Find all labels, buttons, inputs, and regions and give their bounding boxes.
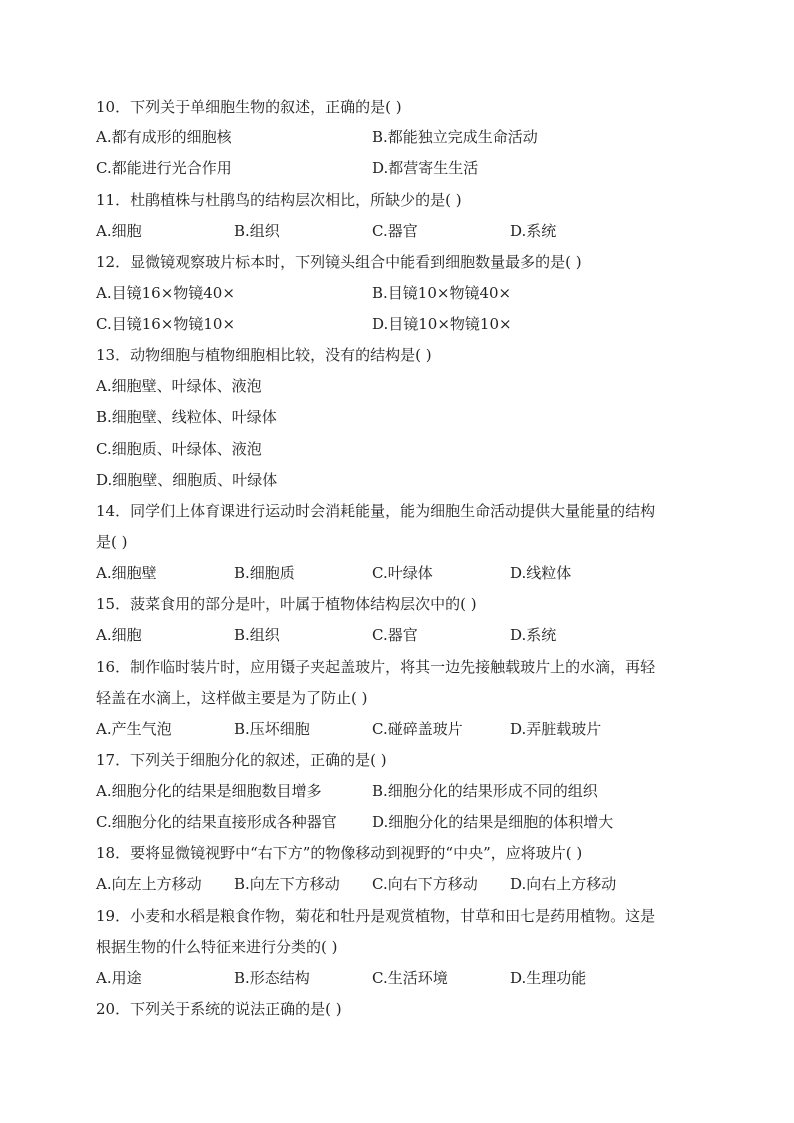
option-c[interactable]: C.向右下方移动	[372, 875, 478, 893]
option-c[interactable]: C.器官	[372, 626, 418, 644]
question-10-options-row-2	[96, 157, 696, 179]
option-b[interactable]: B.压坏细胞	[234, 720, 310, 738]
option-b[interactable]: B.目镜10×物镜40×	[372, 284, 512, 302]
question-19-stem-line-1: 19．小麦和水稻是粮食作物，菊花和牡丹是观赏植物，甘草和田七是药用植物。这是	[96, 907, 656, 925]
option-a[interactable]: A.用途	[96, 969, 142, 987]
question-16-stem-line-2: 轻盖在水滴上，这样做主要是为了防止( )	[96, 689, 368, 707]
question-15-options	[96, 624, 696, 646]
option-a[interactable]: A.细胞	[96, 626, 142, 644]
option-d[interactable]: D.都营寄生生活	[372, 159, 479, 177]
option-c[interactable]: C.都能进行光合作用	[96, 159, 232, 177]
option-d[interactable]: D.线粒体	[510, 564, 572, 582]
question-13-option-d[interactable]: D.细胞壁、细胞质、叶绿体	[96, 471, 278, 489]
question-17-options-row-2	[96, 811, 696, 833]
question-14-stem-line-2: 是( )	[96, 533, 128, 551]
question-11-stem: 11．杜鹃植株与杜鹃鸟的结构层次相比，所缺少的是( )	[96, 191, 462, 209]
question-17-options-row-1	[96, 780, 696, 802]
question-12-options-row-2	[96, 313, 696, 335]
option-b[interactable]: B.形态结构	[234, 969, 310, 987]
question-13-option-b[interactable]: B.细胞壁、线粒体、叶绿体	[96, 408, 277, 426]
question-12-stem: 12．显微镜观察玻片标本时，下列镜头组合中能看到细胞数量最多的是( )	[96, 253, 582, 271]
option-c[interactable]: C.目镜16×物镜10×	[96, 315, 236, 333]
option-d[interactable]: D.系统	[510, 222, 557, 240]
option-c[interactable]: C.细胞分化的结果直接形成各种器官	[96, 813, 337, 831]
question-13-stem: 13．动物细胞与植物细胞相比较，没有的结构是( )	[96, 346, 432, 364]
question-15-stem: 15．菠菜食用的部分是叶，叶属于植物体结构层次中的( )	[96, 595, 477, 613]
option-b[interactable]: B.细胞分化的结果形成不同的组织	[372, 782, 598, 800]
option-d[interactable]: D.目镜10×物镜10×	[372, 315, 512, 333]
option-a[interactable]: A.细胞	[96, 222, 142, 240]
question-18-options	[96, 873, 696, 895]
option-b[interactable]: B.组织	[234, 626, 280, 644]
option-b[interactable]: B.细胞质	[234, 564, 295, 582]
question-19-stem-line-2: 根据生物的什么特征来进行分类的( )	[96, 938, 338, 956]
question-10-options-row-1	[96, 126, 696, 148]
question-13-option-a[interactable]: A.细胞壁、叶绿体、液泡	[96, 377, 262, 395]
question-13-option-c[interactable]: C.细胞质、叶绿体、液泡	[96, 440, 262, 458]
question-18-stem: 18．要将显微镜视野中“右下方”的物像移动到视野的“中央”，应将玻片( )	[96, 844, 583, 862]
option-a[interactable]: A.目镜16×物镜40×	[96, 284, 235, 302]
option-d[interactable]: D.系统	[510, 626, 557, 644]
question-19-options	[96, 967, 696, 989]
question-11-options	[96, 220, 696, 242]
question-16-stem-line-1: 16．制作临时装片时，应用镊子夹起盖玻片，将其一边先接触载玻片上的水滴，再轻	[96, 658, 656, 676]
question-12-options-row-1	[96, 282, 696, 304]
option-a[interactable]: A.细胞分化的结果是细胞数目增多	[96, 782, 322, 800]
option-c[interactable]: C.碰碎盖玻片	[372, 720, 463, 738]
option-d[interactable]: D.弄脏载玻片	[510, 720, 602, 738]
option-a[interactable]: A.产生气泡	[96, 720, 172, 738]
option-a[interactable]: A.都有成形的细胞核	[96, 128, 232, 146]
option-b[interactable]: B.组织	[234, 222, 280, 240]
question-20-stem: 20．下列关于系统的说法正确的是( )	[96, 1000, 342, 1018]
option-d[interactable]: D.细胞分化的结果是细胞的体积增大	[372, 813, 614, 831]
question-10-stem: 10．下列关于单细胞生物的叙述，正确的是( )	[96, 98, 402, 116]
question-14-options	[96, 562, 696, 584]
option-c[interactable]: C.生活环境	[372, 969, 448, 987]
option-b[interactable]: B.向左下方移动	[234, 875, 340, 893]
option-a[interactable]: A.向左上方移动	[96, 875, 202, 893]
question-17-stem: 17．下列关于细胞分化的叙述，正确的是( )	[96, 751, 387, 769]
option-b[interactable]: B.都能独立完成生命活动	[372, 128, 538, 146]
option-c[interactable]: C.器官	[372, 222, 418, 240]
option-d[interactable]: D.生理功能	[510, 969, 587, 987]
question-16-options	[96, 718, 696, 740]
option-c[interactable]: C.叶绿体	[372, 564, 433, 582]
question-14-stem-line-1: 14．同学们上体育课进行运动时会消耗能量，能为细胞生命活动提供大量能量的结构	[96, 502, 656, 520]
option-d[interactable]: D.向右上方移动	[510, 875, 617, 893]
option-a[interactable]: A.细胞壁	[96, 564, 157, 582]
